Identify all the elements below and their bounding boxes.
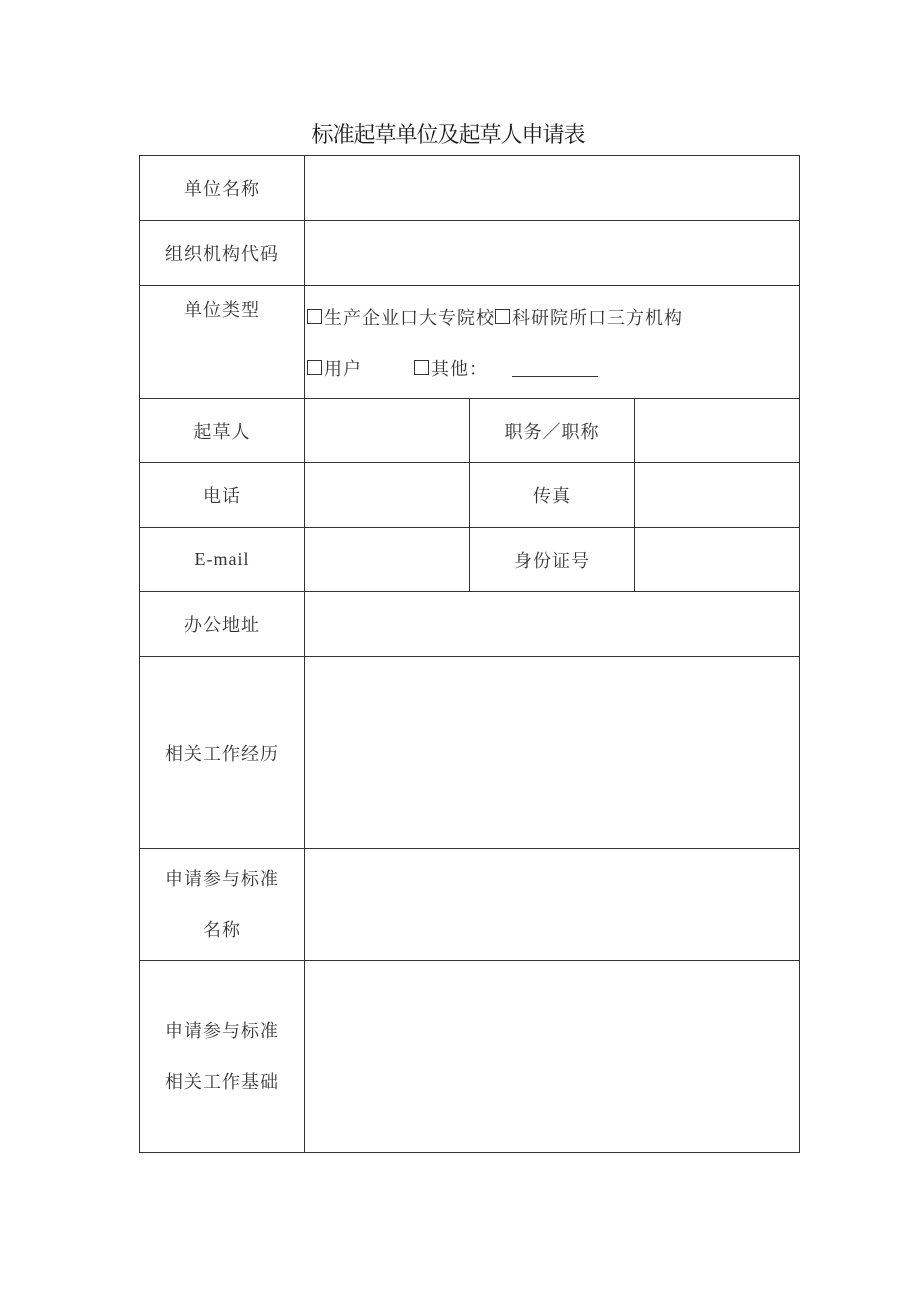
fax-field[interactable] xyxy=(635,463,800,528)
label-office-address: 办公地址 xyxy=(140,592,305,657)
label-work-basis-line2: 相关工作基础 xyxy=(165,1071,279,1093)
other-label: 其他： xyxy=(431,358,488,380)
label-standard-name xyxy=(140,849,305,961)
college-label: 大专院校 xyxy=(419,307,495,329)
unit-type-line-1 xyxy=(305,291,799,342)
other-blank-input[interactable] xyxy=(512,358,598,377)
unit-name-field[interactable] xyxy=(305,156,800,221)
work-experience-field[interactable] xyxy=(305,657,800,849)
third-party-checkbox-glyph[interactable]: 口 xyxy=(588,307,607,329)
label-work-basis-line1: 申请参与标准 xyxy=(165,1020,279,1042)
org-code-field[interactable] xyxy=(305,221,800,286)
row-drafter xyxy=(140,399,800,463)
row-org-code xyxy=(140,221,800,286)
enterprise-checkbox[interactable] xyxy=(307,309,322,324)
user-checkbox[interactable] xyxy=(307,360,322,375)
row-standard-name xyxy=(140,849,800,961)
label-id-number: 身份证号 xyxy=(470,528,635,592)
phone-field[interactable] xyxy=(305,463,470,528)
application-form-table xyxy=(139,155,800,1153)
label-work-basis xyxy=(140,961,305,1153)
enterprise-label: 生产企业 xyxy=(324,307,400,329)
office-address-field[interactable] xyxy=(305,592,800,657)
college-checkbox-glyph[interactable]: 口 xyxy=(400,307,419,329)
label-fax: 传真 xyxy=(470,463,635,528)
page-title: 标准起草单位及起草人申请表 xyxy=(311,123,585,148)
label-work-experience: 相关工作经历 xyxy=(140,657,305,849)
row-work-basis xyxy=(140,961,800,1153)
email-field[interactable] xyxy=(305,528,470,592)
row-office-address xyxy=(140,592,800,657)
label-unit-type: 单位类型 xyxy=(140,286,305,399)
standard-name-field[interactable] xyxy=(305,849,800,961)
label-unit-name: 单位名称 xyxy=(140,156,305,221)
id-number-field[interactable] xyxy=(635,528,800,592)
label-phone: 电话 xyxy=(140,463,305,528)
row-unit-type xyxy=(140,286,800,399)
label-email: E-mail xyxy=(140,528,305,592)
label-org-code: 组织机构代码 xyxy=(140,221,305,286)
unit-type-line-2 xyxy=(305,342,799,393)
row-unit-name xyxy=(140,156,800,221)
work-basis-field[interactable] xyxy=(305,961,800,1153)
drafter-field[interactable] xyxy=(305,399,470,463)
position-field[interactable] xyxy=(635,399,800,463)
label-drafter: 起草人 xyxy=(140,399,305,463)
row-email xyxy=(140,528,800,592)
label-standard-name-line1: 申请参与标准 xyxy=(165,868,279,890)
other-checkbox[interactable] xyxy=(414,360,429,375)
unit-type-options xyxy=(305,286,800,399)
label-standard-name-line2: 名称 xyxy=(203,919,241,941)
label-position: 职务／职称 xyxy=(470,399,635,463)
research-checkbox[interactable] xyxy=(495,309,510,324)
row-phone xyxy=(140,463,800,528)
third-party-label: 三方机构 xyxy=(607,307,683,329)
user-label: 用户 xyxy=(324,358,362,380)
row-work-experience xyxy=(140,657,800,849)
research-label: 科研院所 xyxy=(512,307,588,329)
